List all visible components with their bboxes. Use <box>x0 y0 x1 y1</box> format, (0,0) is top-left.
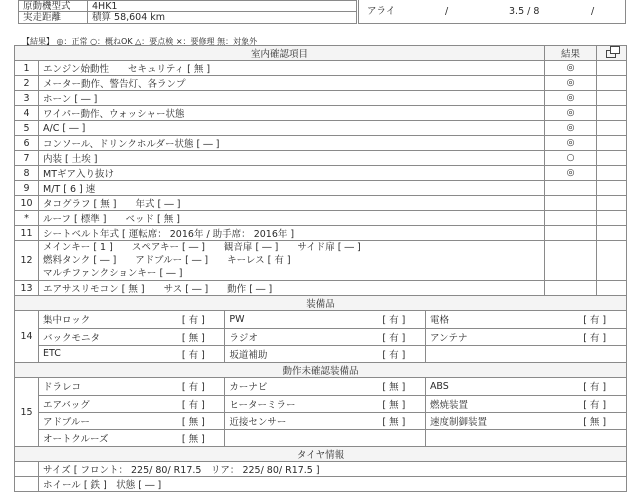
item-extra <box>597 121 627 136</box>
item-text: ルーフ [ 標準 ] ベッド [ 無 ] <box>39 211 545 226</box>
item-text: 内装 [ 土埃 ] <box>39 151 545 166</box>
equipment-value: [ 無 ] <box>363 378 426 395</box>
check-row <box>15 76 627 91</box>
equipment-row <box>39 328 626 345</box>
item-text: タコグラフ [ 無 ] 年式 [ ― ] <box>39 196 545 211</box>
equipment-label: バックモニタ <box>39 328 162 345</box>
check-row <box>15 226 627 241</box>
item-number: 12 <box>15 241 39 281</box>
item-text: ワイパー動作、ウォッシャー状態 <box>39 106 545 121</box>
check-row <box>15 151 627 166</box>
equipment-value: [ 有 ] <box>363 345 426 362</box>
equipment-value: [ 有 ] <box>162 395 225 412</box>
key-info-line: マルチファンクションキー [ ― ] <box>43 268 183 279</box>
equipment-label: 速度制御装置 <box>425 412 563 429</box>
equipment-row <box>39 412 626 429</box>
item-number: 15 <box>15 378 39 447</box>
item-number: 2 <box>15 76 39 91</box>
item-result <box>545 211 597 226</box>
equipment-value: [ 無 ] <box>162 412 225 429</box>
equipment-value: [ 無 ] <box>363 412 426 429</box>
check-row <box>15 181 627 196</box>
item-extra <box>597 211 627 226</box>
alignment-label: アライ <box>367 6 396 17</box>
mileage-label: 実走距離 <box>18 11 88 24</box>
copy-icon[interactable] <box>605 46 619 57</box>
engine-type-value: 4HK1 <box>87 0 357 12</box>
engine-type-label: 原動機型式 <box>18 0 88 12</box>
item-extra <box>597 91 627 106</box>
tire-wheel-row <box>15 477 627 492</box>
item-result <box>545 181 597 196</box>
check-row <box>15 166 627 181</box>
item-result: ○ <box>545 151 597 166</box>
copy-cell <box>597 46 627 61</box>
check-row <box>15 196 627 211</box>
tire-section-header <box>15 447 627 462</box>
item-extra <box>597 106 627 121</box>
equipment-value: [ 有 ] <box>563 378 626 395</box>
equipment-label: 集中ロック <box>39 311 162 328</box>
item-text: エアサスリモコン [ 無 ] サス [ ― ] 動作 [ ― ] <box>39 281 545 296</box>
equipment-section-title: 装備品 <box>15 296 627 311</box>
equipment-value <box>563 429 626 446</box>
equipment-label <box>225 429 363 446</box>
item-result <box>545 226 597 241</box>
item-text: メーター動作、警告灯、各ランプ <box>39 76 545 91</box>
unconfirmed-section-table <box>39 378 626 446</box>
tire-wheel-text: ホイール [ 鉄 ] 状態 [ ― ] <box>39 477 627 492</box>
check-row <box>15 121 627 136</box>
item-text-multiline <box>39 241 545 281</box>
check-row <box>15 91 627 106</box>
item-number: 5 <box>15 121 39 136</box>
item-number: 3 <box>15 91 39 106</box>
equipment-row <box>39 429 626 446</box>
equipment-label: ETC <box>43 348 61 360</box>
alignment-value-3: / <box>591 6 595 17</box>
equipment-label <box>425 429 563 446</box>
item-result: ◎ <box>545 91 597 106</box>
equipment-value: [ 無 ] <box>363 395 426 412</box>
item-number: 7 <box>15 151 39 166</box>
equipment-value: [ 有 ] <box>563 311 626 328</box>
item-number <box>15 477 39 492</box>
item-number: 8 <box>15 166 39 181</box>
equipment-label: エアバッグ <box>39 395 162 412</box>
equipment-label: アドブルー <box>39 412 162 429</box>
inspection-sheet <box>14 45 627 492</box>
check-row <box>15 61 627 76</box>
equipment-value: [ 有 ] <box>563 328 626 345</box>
item-result: ◎ <box>545 76 597 91</box>
item-text: コンソール、ドリンクホルダー状態 [ ― ] <box>39 136 545 151</box>
item-number: 1 <box>15 61 39 76</box>
equipment-row <box>39 311 626 328</box>
check-row <box>15 211 627 226</box>
alignment-value-2: 3.5 / 8 <box>509 6 540 17</box>
equipment-label: 近接センサー <box>225 412 363 429</box>
equipment-value: [ 無 ] <box>563 412 626 429</box>
equipment-label: アンテナ <box>425 328 563 345</box>
item-extra <box>597 281 627 296</box>
equipment-label: ABS <box>425 378 563 395</box>
unconfirmed-section-body <box>15 378 627 447</box>
equipment-label: ヒーターミラー <box>225 395 363 412</box>
item-text: A/C [ ― ] <box>39 121 545 136</box>
item-number: * <box>15 211 39 226</box>
equipment-row <box>39 395 626 412</box>
section-header-interior <box>15 46 627 61</box>
equipment-label: カーナビ <box>225 378 363 395</box>
equipment-label: オートクルーズ <box>43 433 109 445</box>
result-legend: 【結果】 ◎：正常 ○：概ねOK △：要点検 ×：要修理 無：対象外 <box>22 37 258 46</box>
equipment-value: [ 有 ] <box>363 311 426 328</box>
equipment-value: [ 有 ] <box>563 395 626 412</box>
key-info-line: 燃料タンク [ ― ] アドブルー [ ― ] キーレス [ 有 ] <box>43 255 291 266</box>
equipment-label: PW <box>225 311 363 328</box>
equipment-row <box>39 345 626 362</box>
item-text: エンジン始動性 セキュリティ [ 無 ] <box>39 61 545 76</box>
unconfirmed-section-title: 動作未確認装備品 <box>15 363 627 378</box>
item-result: ◎ <box>545 61 597 76</box>
equipment-section-table <box>39 311 626 362</box>
equipment-section-header <box>15 296 627 311</box>
item-number: 11 <box>15 226 39 241</box>
item-number <box>15 462 39 477</box>
equipment-label: 燃焼装置 <box>425 395 563 412</box>
equipment-value: [ 無 ] <box>162 328 225 345</box>
item-text: ホーン [ ― ] <box>39 91 545 106</box>
equipment-label: 電格 <box>425 311 563 328</box>
item-number: 4 <box>15 106 39 121</box>
check-row <box>15 106 627 121</box>
equipment-value <box>563 345 626 362</box>
item-number: 6 <box>15 136 39 151</box>
item-extra <box>597 166 627 181</box>
equipment-value: [ 有 ] <box>162 378 225 395</box>
interior-check-title: 室内確認項目 <box>15 46 545 61</box>
item-extra <box>597 61 627 76</box>
result-column-header: 結果 <box>545 46 597 61</box>
equipment-label <box>425 345 563 362</box>
tire-section-title: タイヤ情報 <box>15 447 627 462</box>
equipment-row <box>39 378 626 395</box>
item-result: ◎ <box>545 121 597 136</box>
tire-size-row <box>15 462 627 477</box>
equipment-label: 坂道補助 <box>229 349 268 361</box>
item-text: シートベルト年式 [ 運転席： 2016年 / 助手席： 2016年 ] <box>39 226 545 241</box>
item-result: ◎ <box>545 106 597 121</box>
equipment-value: [ 無 ] <box>162 429 225 446</box>
check-row <box>15 281 627 296</box>
item-extra <box>597 196 627 211</box>
unconfirmed-section-header <box>15 363 627 378</box>
item-result <box>545 241 597 281</box>
item-number: 10 <box>15 196 39 211</box>
equipment-section-grid <box>39 311 627 363</box>
item-extra <box>597 226 627 241</box>
unconfirmed-section-grid <box>39 378 627 447</box>
tire-size-text: サイズ [ フロント： 225/ 80/ R17.5 リア： 225/ 80/ R17.5 ] <box>39 462 627 477</box>
alignment-value-1: / <box>445 6 449 17</box>
equipment-section-body <box>15 311 627 363</box>
item-result: ◎ <box>545 166 597 181</box>
equipment-label: ドラレコ <box>39 378 162 395</box>
equipment-value: [ 有 ] <box>162 311 225 328</box>
item-text: M/T [ 6 ] 速 <box>39 181 545 196</box>
mileage-value: 積算 58,604 km <box>87 11 357 24</box>
item-result <box>545 281 597 296</box>
equipment-label: ラジオ <box>225 328 363 345</box>
item-extra <box>597 151 627 166</box>
item-result: ◎ <box>545 136 597 151</box>
key-info-line: メインキー [ 1 ] スペアキー [ ― ] 観音扉 [ ― ] サイド扉 [ ― ] <box>43 242 361 253</box>
item-number: 13 <box>15 281 39 296</box>
alignment-box <box>358 0 626 24</box>
item-number: 14 <box>15 311 39 363</box>
item-number: 9 <box>15 181 39 196</box>
item-extra <box>597 136 627 151</box>
item-extra <box>597 241 627 281</box>
item-result <box>545 196 597 211</box>
equipment-value: [ 有 ] <box>363 328 426 345</box>
check-row-keys <box>15 241 627 281</box>
vehicle-info-header <box>0 0 640 24</box>
equipment-value: [ 有 ] <box>162 345 225 362</box>
item-extra <box>597 76 627 91</box>
item-extra <box>597 181 627 196</box>
item-text: MTギア入り抜け <box>39 166 545 181</box>
equipment-value <box>363 429 426 446</box>
check-row <box>15 136 627 151</box>
